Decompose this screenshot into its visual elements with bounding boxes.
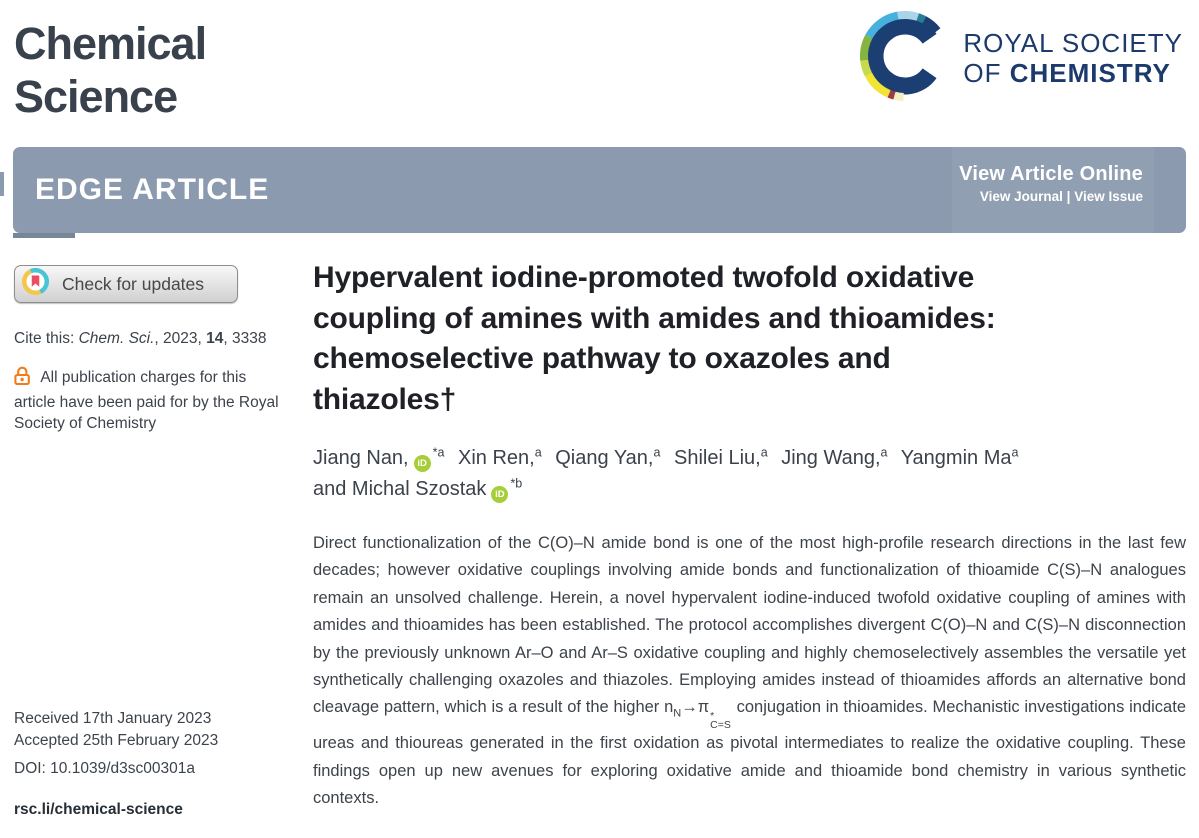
article-type-label: EDGE ARTICLE xyxy=(35,173,270,206)
author: Qiang Yan,$^a$ xyxy=(555,445,661,469)
banner-under-fragment xyxy=(13,233,75,238)
orcid-icon[interactable]: iD xyxy=(414,455,431,472)
article-title: Hypervalent iodine-promoted twofold oxidative coupling of amines with amides and thioamides: chemoselective pathway to oxazoles and thiazoles† xyxy=(313,261,996,416)
open-access-note: All publication charges for this article have been paid for by the Royal Society of Chemistry xyxy=(14,369,279,432)
received-date: Received 17th January 2023 xyxy=(14,710,212,727)
accepted-date: Accepted 25th February 2023 xyxy=(14,731,219,749)
author: Shilei Liu,$^a$ xyxy=(674,445,768,469)
check-for-updates-button[interactable] xyxy=(14,265,238,303)
author: Jing Wang,$^a$ xyxy=(781,445,888,469)
author: Jiang Nan, $iD^{*a}$ xyxy=(313,447,444,469)
math-pi-scripts: * C=S xyxy=(710,710,731,732)
received-accepted-dates xyxy=(14,708,218,751)
math-arrow: → xyxy=(681,698,698,717)
view-article-online-link[interactable]: View Article Online xyxy=(959,163,1143,185)
citation: Cite this: Chem. Sci., 2023, 14, 3338 xyxy=(14,330,267,347)
math-n: n xyxy=(664,698,674,717)
open-access-icon xyxy=(14,372,35,389)
journal-url-link[interactable]: rsc.li/chemical-science xyxy=(14,801,183,818)
author-list xyxy=(313,443,1186,505)
check-for-updates-label: Check for updates xyxy=(62,273,205,294)
orcid-icon[interactable]: iD xyxy=(491,486,508,503)
view-journal-link[interactable]: View Journal xyxy=(979,189,1063,204)
publisher-name: ROYAL SOCIETY OF CHEMISTRY xyxy=(963,27,1183,88)
author: and Michal Szostak $iD^{*b}$ xyxy=(313,478,522,500)
abstract: Direct functionalization of the C(O)–N amide bond is one of the most high-profile research directions in the last few decades; however oxidative couplings involving amide bonds and functionalization of thioamide C(S)–N analogues remain an unsolved challenge. Herein, a novel hypervalent iodine-induced twofold oxidative coupling of amines with amides and thioamides has been established. The protocol accomplishes divergent C(O)–N and C(S)–N disconnection by the previously unknown Ar–O and Ar–S oxidative coupling and highly chemoselectively assembles the versatile yet synthetically challenging oxazoles and thiazoles. Employing amides instead of thioamides affords an alternative bond cleavage pattern, which is a result of the higher $n_N\to\pi$ * C=S conjugation in thioamides. Mechanistic investigations indicate ureas and thioureas generated in the first oxidation as pivotal intermediates to realize the oxidative coupling. These findings open up new avenues for exploring oxidative amide and thioamide bond chemistry in various synthetic contexts. xyxy=(313,534,1186,808)
publisher-logo-block xyxy=(853,8,1183,108)
author: Xin Ren,$^a$ xyxy=(458,445,542,469)
doi: DOI: 10.1039/d3sc00301a xyxy=(14,760,195,777)
link-separator: | xyxy=(1066,189,1071,204)
math-pi: π xyxy=(697,698,710,717)
page-edge-fragment xyxy=(0,172,4,196)
crossmark-icon xyxy=(22,268,49,300)
author: Yangmin Ma$^a$ xyxy=(900,445,1019,469)
view-issue-link[interactable]: View Issue xyxy=(1074,189,1143,204)
article-type-banner xyxy=(13,147,1186,233)
journal-title: Chemical Science xyxy=(14,18,207,122)
rsc-logo-icon xyxy=(853,8,953,108)
